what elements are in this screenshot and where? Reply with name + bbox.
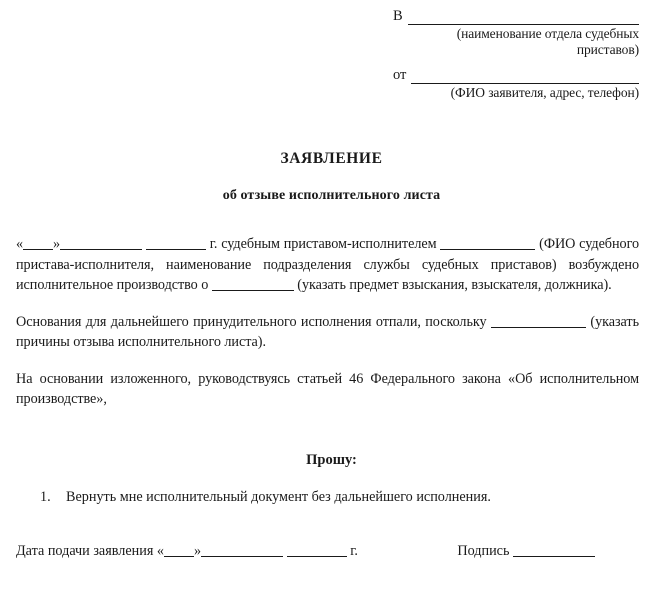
para1-quote-close: » [53, 236, 61, 252]
para1-seg3: г. судебным приставом-исполнителем [209, 236, 437, 252]
month-blank[interactable] [60, 249, 142, 250]
para1-quote-open: « [16, 236, 24, 252]
signature-label: Подпись [457, 543, 510, 559]
date-label-quote: » [194, 543, 202, 559]
date-label-prefix: Дата подачи заявления « [16, 543, 164, 559]
list-item-text: Вернуть мне исполнительный документ без дальнейшего исполнения. [66, 489, 491, 505]
para2-seg2: (указать причины отзыва исполнительного листа). [16, 313, 639, 350]
signature-blank[interactable] [513, 556, 595, 557]
addressee-to-caption: (наименование отдела судебных приставов) [456, 26, 639, 57]
addressee-from-row [393, 67, 639, 84]
addressee-from-prefix: от [393, 67, 407, 83]
footer-day-blank[interactable] [164, 556, 194, 557]
request-heading: Прошу: [306, 452, 357, 468]
para1-seg5: (указать предмет взыскания, взыскателя, должника). [297, 277, 612, 293]
paragraph-case-details [16, 234, 639, 296]
paragraph-legal-basis: На основании изложенного, руководствуясь статьей 46 Федерального закона «Об исполнительном производстве», [16, 370, 639, 407]
addressee-to-row [393, 8, 639, 25]
addressee-from-caption: (ФИО заявителя, адрес, телефон) [450, 85, 639, 100]
date-label-suffix: г. [350, 543, 358, 559]
list-item-number: 1. [40, 489, 51, 505]
footer-month-blank[interactable] [201, 556, 283, 557]
year-blank[interactable] [146, 249, 206, 250]
bailiff-name-blank[interactable] [440, 249, 535, 250]
document-body [16, 234, 639, 410]
addressee-gap [393, 58, 639, 67]
day-blank[interactable] [23, 249, 53, 250]
addressee-to-blank-line[interactable] [408, 10, 639, 25]
paragraph-grounds [16, 312, 639, 353]
addressee-block [393, 8, 639, 101]
signature-field [457, 541, 639, 561]
footer-year-blank[interactable] [287, 556, 347, 557]
document-title: ЗАЯВЛЕНИЕ [280, 150, 383, 167]
document-footer [16, 541, 639, 561]
para1-seg4: (ФИО судебного пристава-исполнителя, наименование подразделения службы судебных приставов) возбуждено исполнительное производство о [16, 236, 640, 293]
request-list [16, 487, 639, 507]
proceeding-subject-blank[interactable] [212, 290, 294, 291]
document-subtitle: об отзыве исполнительного листа [222, 188, 441, 203]
para2-seg1: Основания для дальнейшего принудительного исполнения отпали, поскольку [16, 313, 487, 330]
addressee-to-prefix: В [393, 8, 403, 24]
reason-blank[interactable] [491, 327, 586, 328]
list-item [16, 487, 639, 507]
addressee-from-blank-line[interactable] [411, 69, 639, 84]
submission-date-field [16, 541, 358, 561]
